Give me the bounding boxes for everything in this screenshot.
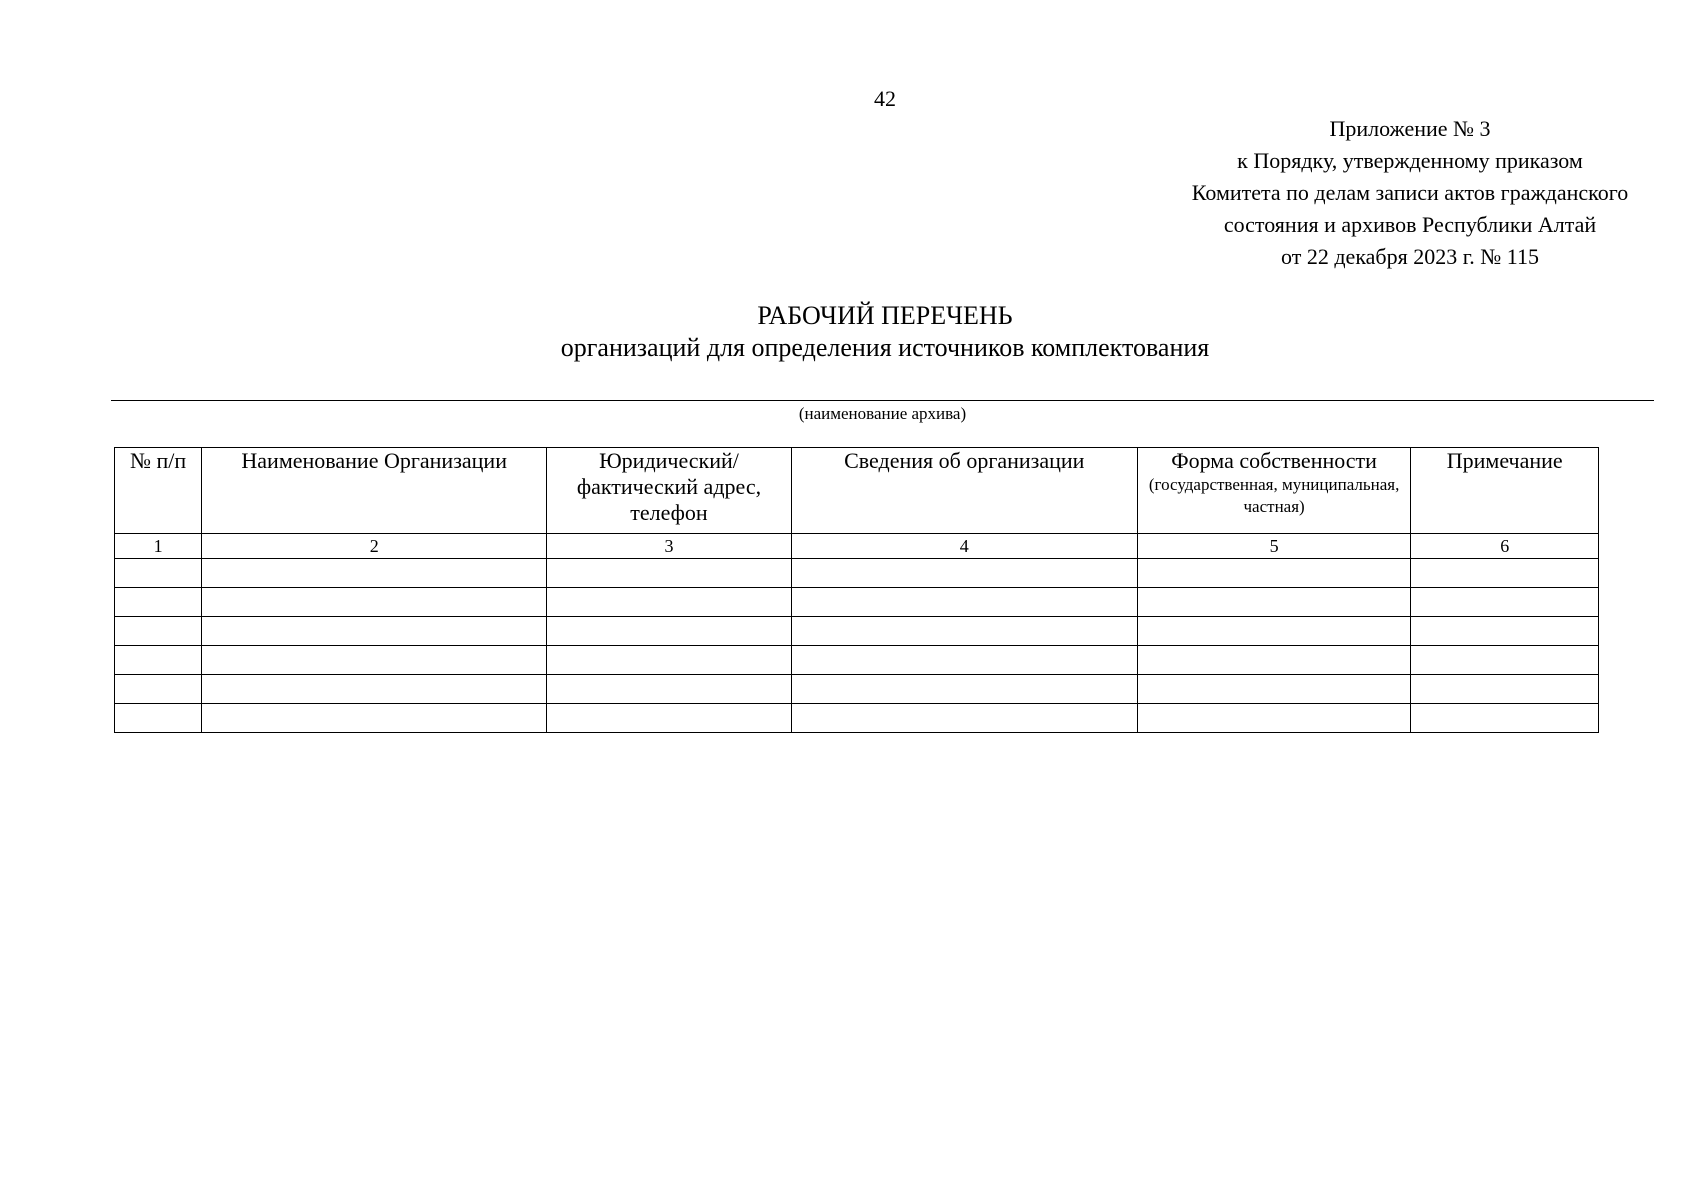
table-cell <box>791 588 1137 617</box>
table-cell <box>1411 617 1599 646</box>
column-number: 4 <box>791 534 1137 559</box>
table-row <box>115 646 1599 675</box>
table-cell <box>1137 559 1411 588</box>
column-number: 5 <box>1137 534 1411 559</box>
register-table <box>114 447 1599 733</box>
table-cell <box>547 617 792 646</box>
page-number: 42 <box>874 86 896 111</box>
table-cell <box>791 675 1137 704</box>
table-cell <box>115 588 202 617</box>
table-cell <box>202 646 547 675</box>
column-number: 1 <box>115 534 202 559</box>
document-title <box>0 300 1698 364</box>
table-cell <box>1411 704 1599 733</box>
table-cell <box>202 588 547 617</box>
table-cell <box>1411 559 1599 588</box>
title-subtitle: организаций для определения источников комплектования <box>560 333 1210 362</box>
header-note: (государственная, муниципальная, частная) <box>1148 475 1400 516</box>
table-row <box>115 559 1599 588</box>
table-row <box>115 588 1599 617</box>
header-label: Юридический/ фактический адрес, телефон <box>576 448 762 525</box>
table-cell <box>202 704 547 733</box>
table-cell <box>791 704 1137 733</box>
header-cell-ownership-form <box>1137 448 1411 534</box>
column-number: 3 <box>547 534 792 559</box>
appendix-line: Приложение № 3 <box>1329 116 1491 141</box>
table-cell <box>547 675 792 704</box>
appendix-line: Комитета по делам записи актов гражданского <box>1191 180 1629 205</box>
table-cell <box>115 675 202 704</box>
header-cell-organization-info <box>791 448 1137 534</box>
appendix-line: к Порядку, утвержденному приказом <box>1237 148 1583 173</box>
table-cell <box>547 646 792 675</box>
table-cell <box>1411 588 1599 617</box>
table-cell <box>791 646 1137 675</box>
header-cell-notes <box>1411 448 1599 534</box>
table-cell <box>791 617 1137 646</box>
column-number-row <box>115 534 1599 559</box>
table-cell <box>791 559 1137 588</box>
title-main: РАБОЧИЙ ПЕРЕЧЕНЬ <box>757 301 1013 330</box>
table-cell <box>115 704 202 733</box>
archive-name-line <box>111 400 1654 401</box>
table-cell <box>547 588 792 617</box>
table-row <box>115 704 1599 733</box>
header-label: Сведения об организации <box>844 448 1085 473</box>
header-cell-address <box>547 448 792 534</box>
table-cell <box>115 559 202 588</box>
table-cell <box>1411 675 1599 704</box>
table-cell <box>115 646 202 675</box>
header-label: Примечание <box>1446 448 1563 473</box>
table-cell <box>1137 588 1411 617</box>
column-number: 2 <box>202 534 547 559</box>
table-cell <box>202 675 547 704</box>
table-row <box>115 617 1599 646</box>
header-cell-number <box>115 448 202 534</box>
table-cell <box>1137 617 1411 646</box>
table-cell <box>115 617 202 646</box>
table-cell <box>1137 704 1411 733</box>
table-cell <box>547 559 792 588</box>
header-cell-organization-name <box>202 448 547 534</box>
header-label: Наименование Организации <box>241 448 507 473</box>
table-header-row <box>115 448 1599 534</box>
header-label: Форма собственности <box>1171 448 1377 473</box>
appendix-line: состояния и архивов Республики Алтай <box>1223 212 1597 237</box>
column-number: 6 <box>1411 534 1599 559</box>
table-cell <box>1137 675 1411 704</box>
appendix-line: от 22 декабря 2023 г. № 115 <box>1281 244 1539 269</box>
table-cell <box>202 617 547 646</box>
header-label: № п/п <box>130 448 187 473</box>
archive-name-caption: (наименование архива) <box>798 404 967 423</box>
table-cell <box>1137 646 1411 675</box>
table-row <box>115 675 1599 704</box>
appendix-block <box>1080 113 1698 273</box>
table-cell <box>1411 646 1599 675</box>
table-cell <box>202 559 547 588</box>
table-cell <box>547 704 792 733</box>
